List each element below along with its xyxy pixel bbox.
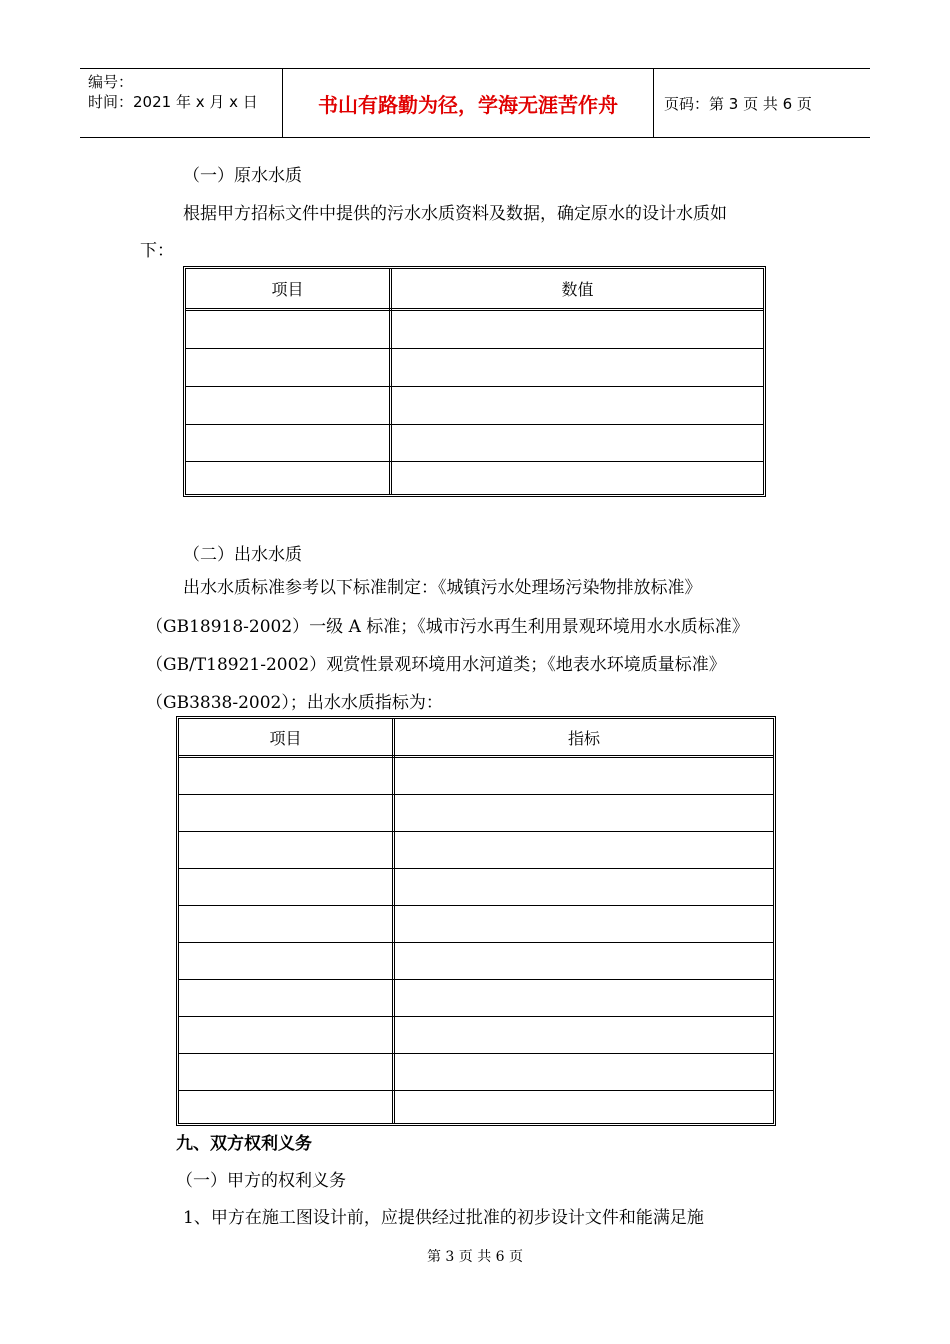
table-header-row xyxy=(186,269,763,311)
paragraph-line: （GB18918-2002）一级 A 标准；《城市污水再生利用景观环境用水水质标准》 xyxy=(146,617,749,637)
page-footer: 第 3 页 共 6 页 xyxy=(426,1249,524,1265)
section-title-raw-water: （一）原水水质 xyxy=(183,166,302,186)
raw-water-table xyxy=(183,266,766,497)
paragraph-line: 下： xyxy=(140,241,174,261)
table-header-cell: 指标 xyxy=(567,728,600,748)
table-row xyxy=(179,1054,773,1091)
table-row xyxy=(179,869,773,906)
header-meta xyxy=(80,69,281,137)
table-row xyxy=(179,832,773,869)
table-row xyxy=(179,943,773,980)
section-heading-rights: 九、双方权利义务 xyxy=(176,1134,312,1154)
table-row xyxy=(179,758,773,795)
paragraph-line: （GB/T18921-2002）观赏性景观环境用水河道类；《地表水环境质量标准》 xyxy=(146,655,726,675)
page-header xyxy=(80,68,870,138)
table-header-cell: 数值 xyxy=(561,280,594,299)
column-divider xyxy=(392,719,395,1123)
column-divider xyxy=(389,269,392,494)
table-header-cell: 项目 xyxy=(271,280,304,299)
paragraph-line: （GB3838-2002）；出水水质指标为： xyxy=(146,693,443,713)
table-row xyxy=(179,906,773,943)
table-row xyxy=(186,349,763,387)
number-label: 编号： xyxy=(88,73,134,91)
header-page-label: 页码：第 3 页 共 6 页 xyxy=(664,94,812,113)
table-row xyxy=(179,795,773,832)
table-header-row xyxy=(179,719,773,758)
header-motto: 书山有路勤为径，学海无涯苦作舟 xyxy=(282,69,654,137)
section-title-effluent: （二）出水水质 xyxy=(183,545,302,565)
table-row xyxy=(179,980,773,1017)
time-label: 时间：2021 年 x 月 x 日 xyxy=(88,93,258,111)
subsection-title: （一）甲方的权利义务 xyxy=(176,1171,346,1191)
table-row xyxy=(179,1091,773,1124)
table-row xyxy=(179,1017,773,1054)
table-header-cell: 项目 xyxy=(269,728,302,748)
paragraph-line: 根据甲方招标文件中提供的污水水质资料及数据，确定原水的设计水质如 xyxy=(183,204,727,224)
paragraph-line: 1、甲方在施工图设计前，应提供经过批准的初步设计文件和能满足施 xyxy=(183,1208,704,1228)
paragraph-line: 出水水质标准参考以下标准制定：《城镇污水处理场污染物排放标准》 xyxy=(183,578,702,598)
table-row xyxy=(186,387,763,425)
effluent-table xyxy=(176,716,776,1126)
table-row xyxy=(186,462,763,495)
table-row xyxy=(186,425,763,462)
table-row xyxy=(186,311,763,349)
